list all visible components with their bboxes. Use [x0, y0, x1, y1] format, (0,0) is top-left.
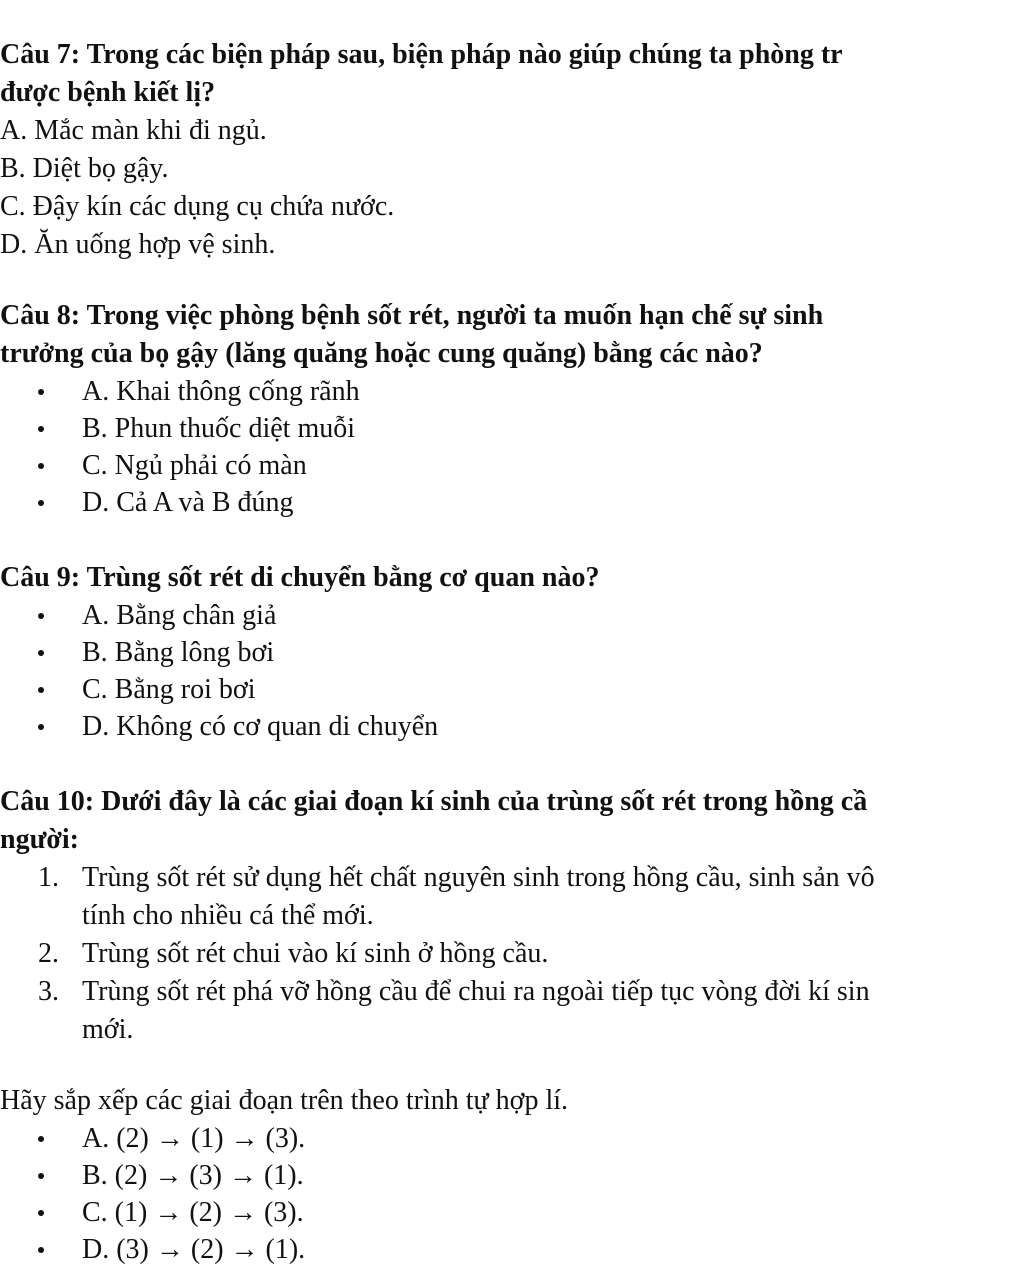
question-10-title-line-1: Câu 10: Dưới đây là các giai đoạn kí sinh của trùng sốt rét trong hồng cầ	[0, 786, 868, 817]
bullet-icon	[38, 724, 44, 730]
question-10-stages	[0, 859, 1024, 1049]
question-10-title-line-2: người:	[0, 824, 79, 855]
bullet-icon	[38, 463, 44, 469]
question-10-answers	[0, 1082, 1024, 1268]
stage-text-line: Trùng sốt rét chui vào kí sinh ở hồng cầu.	[82, 938, 549, 969]
question-9-options	[0, 597, 1024, 745]
stage-number: 1.	[38, 862, 59, 893]
bullet-icon	[38, 613, 44, 619]
question-8-option-d	[0, 484, 1024, 521]
question-8	[0, 297, 1024, 521]
question-10-options	[0, 1120, 1024, 1268]
question-7-option-d: D. Ăn uống hợp vệ sinh.	[0, 229, 276, 260]
option-text: C. Ngủ phải có màn	[82, 450, 307, 481]
question-8-option-b	[0, 410, 1024, 447]
option-text: B. Bằng lông bơi	[82, 637, 275, 668]
stage-1	[0, 859, 1024, 935]
bullet-icon	[38, 426, 44, 432]
question-9-option-c	[0, 671, 1024, 708]
bullet-icon	[38, 687, 44, 693]
question-7-title-line-1: Câu 7: Trong các biện pháp sau, biện pháp nào giúp chúng ta phòng tr	[0, 39, 843, 70]
question-10-option-a	[0, 1120, 1024, 1157]
question-8-option-a	[0, 373, 1024, 410]
question-10-option-c	[0, 1194, 1024, 1231]
question-8-title-line-1: Câu 8: Trong việc phòng bệnh sốt rét, người ta muốn hạn chế sự sinh	[0, 300, 824, 331]
option-text: D. (3) → (2) → (1).	[82, 1234, 306, 1265]
bullet-icon	[38, 389, 44, 395]
option-text: A. (2) → (1) → (3).	[82, 1123, 306, 1154]
option-text: A. Khai thông cống rãnh	[82, 376, 360, 407]
stage-text-line: mới.	[82, 1014, 134, 1045]
question-10	[0, 783, 1024, 1049]
question-10-option-d	[0, 1231, 1024, 1268]
bullet-icon	[38, 1247, 44, 1253]
stage-number: 2.	[38, 938, 59, 969]
question-10-option-b	[0, 1157, 1024, 1194]
question-7-option-a: A. Mắc màn khi đi ngủ.	[0, 115, 267, 146]
question-9	[0, 559, 1024, 745]
question-7-option-b: B. Diệt bọ gậy.	[0, 153, 169, 184]
option-text: B. (2) → (3) → (1).	[82, 1160, 304, 1191]
bullet-icon	[38, 1210, 44, 1216]
question-7-option-c: C. Đậy kín các dụng cụ chứa nước.	[0, 191, 395, 222]
stage-number: 3.	[38, 976, 59, 1007]
bullet-icon	[38, 650, 44, 656]
question-7-title-line-2: được bệnh kiết lị?	[0, 77, 216, 108]
question-8-option-c	[0, 447, 1024, 484]
question-7	[0, 36, 1024, 264]
stage-3	[0, 973, 1024, 1049]
question-9-option-d	[0, 708, 1024, 745]
question-9-title: Câu 9: Trùng sốt rét di chuyển bằng cơ quan nào?	[0, 562, 600, 593]
question-8-title-line-2: trưởng của bọ gậy (lăng quăng hoặc cung quăng) bằng các nào?	[0, 338, 763, 369]
question-10-prompt: Hãy sắp xếp các giai đoạn trên theo trình tự hợp lí.	[0, 1085, 569, 1116]
question-9-option-a	[0, 597, 1024, 634]
stage-2	[0, 935, 1024, 973]
bullet-icon	[38, 500, 44, 506]
option-text: D. Không có cơ quan di chuyển	[82, 711, 439, 742]
option-text: C. (1) → (2) → (3).	[82, 1197, 304, 1228]
stage-text-line: Trùng sốt rét sử dụng hết chất nguyên sinh trong hồng cầu, sinh sản vô	[82, 862, 875, 893]
option-text: B. Phun thuốc diệt muỗi	[82, 413, 355, 444]
option-text: A. Bằng chân giả	[82, 600, 277, 631]
stage-text-line: Trùng sốt rét phá vỡ hồng cầu để chui ra ngoài tiếp tục vòng đời kí sin	[82, 976, 870, 1007]
question-9-option-b	[0, 634, 1024, 671]
question-8-options	[0, 373, 1024, 521]
stage-text-line: tính cho nhiều cá thể mới.	[82, 900, 374, 931]
bullet-icon	[38, 1136, 44, 1142]
bullet-icon	[38, 1173, 44, 1179]
option-text: D. Cả A và B đúng	[82, 487, 294, 518]
option-text: C. Bằng roi bơi	[82, 674, 256, 705]
